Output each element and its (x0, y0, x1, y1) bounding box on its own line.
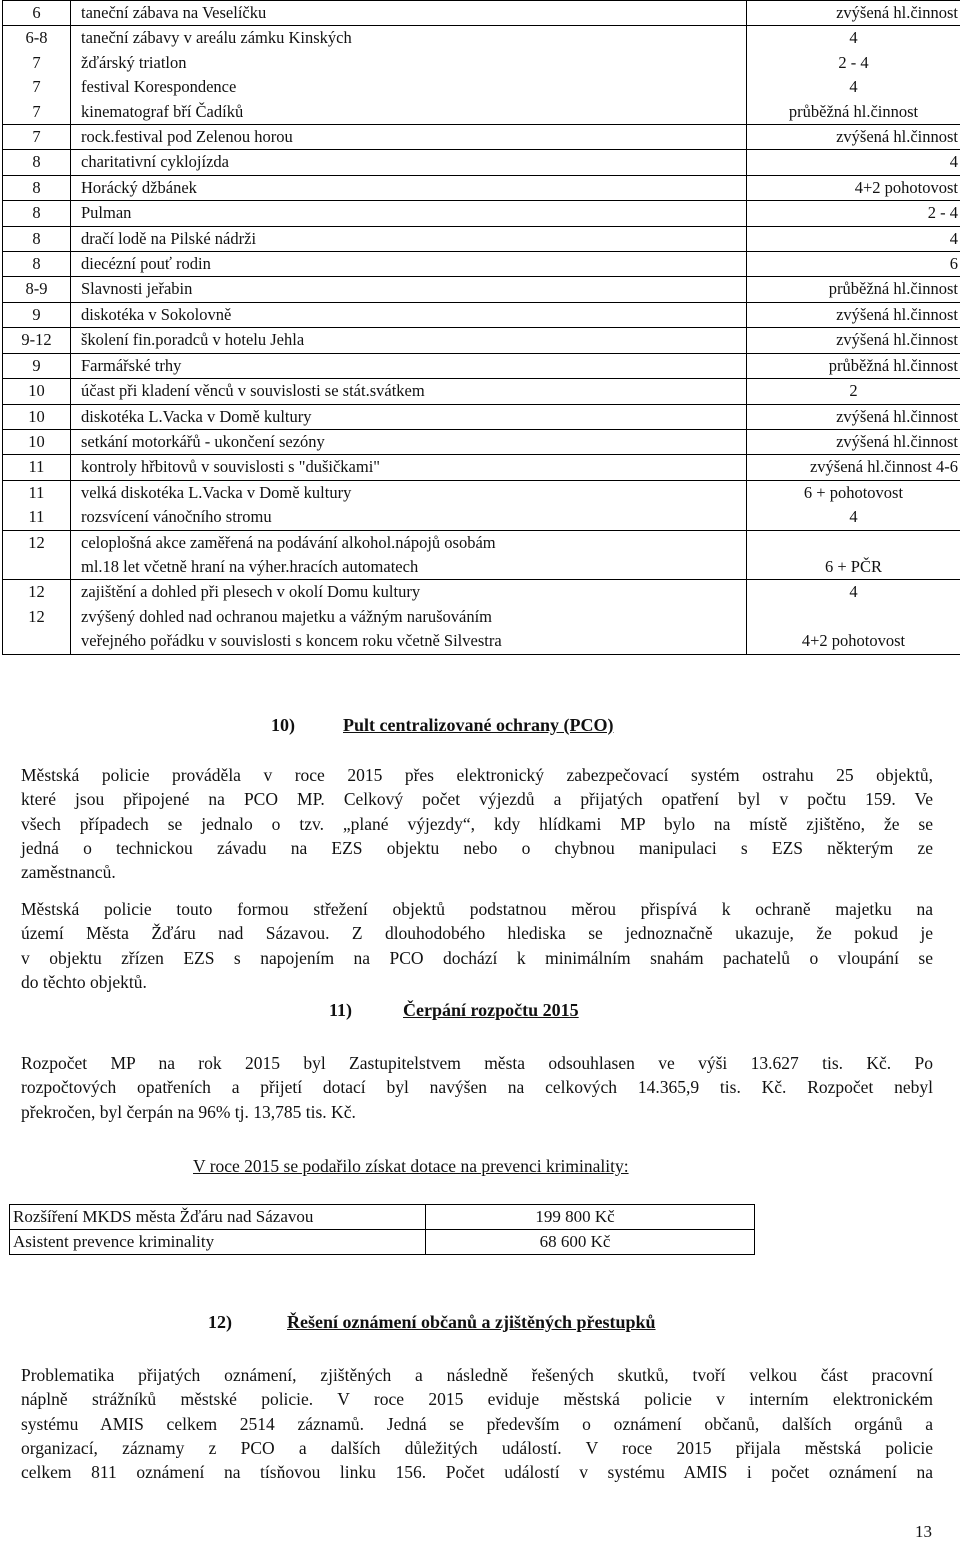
section-10-paragraph-2 (21, 897, 933, 994)
section-11-paragraph-1 (21, 1051, 933, 1124)
event-description (71, 404, 747, 429)
event-description (71, 379, 747, 404)
event-description (71, 480, 747, 530)
table-row (3, 404, 960, 429)
status-line: 6 + pohotovost (803, 482, 904, 502)
description-line: Farmářské trhy (81, 355, 182, 375)
month-line: 8-9 (25, 279, 48, 299)
description-line: zvýšený dohled nad ochranou majetku a vážným narušováním (81, 606, 493, 626)
status-line: 4 (849, 77, 858, 97)
month-line: 9 (32, 355, 41, 375)
status-line: 4 (849, 507, 858, 527)
status-line: 4 (949, 152, 958, 172)
event-month (3, 404, 71, 429)
event-status (747, 125, 960, 150)
description-line: Horácký džbánek (81, 177, 197, 197)
description-line: kinematograf bří Čadíků (81, 101, 244, 121)
event-month (3, 125, 71, 150)
description-line: velká diskotéka L.Vacka v Domě kultury (81, 482, 352, 502)
table-row (3, 1, 960, 26)
table-row (3, 175, 960, 200)
table-row (3, 201, 960, 226)
section-10-title: Pult centralizované ochrany (PCO) (343, 715, 614, 735)
event-month (3, 302, 71, 327)
month-line: 9-12 (21, 330, 52, 350)
event-status (747, 429, 960, 454)
event-month (3, 455, 71, 480)
paragraph-line: území Města Žďáru nad Sázavou. Z dlouhodobého hlediska se jednoznačně ukazuje, že pokud je (21, 923, 933, 944)
month-line: 7 (32, 52, 41, 72)
section-11-title: Čerpání rozpočtu 2015 (403, 1000, 579, 1020)
section-12-title: Řešení oznámení občanů a zjištěných přestupků (287, 1312, 656, 1332)
paragraph-line: do těchto objektů. (21, 971, 147, 992)
description-line: kontroly hřbitovů v souvislosti s "dušičkami" (81, 457, 381, 477)
section-11-heading (329, 1000, 579, 1021)
description-line: účast při kladení věnců v souvislosti se stát.svátkem (81, 381, 425, 401)
event-description (71, 252, 747, 277)
description-line: setkání motorkářů - ukončení sezóny (81, 431, 325, 451)
status-line: 2 (849, 381, 858, 401)
grants-table (9, 1204, 755, 1255)
event-description (71, 26, 747, 125)
paragraph-line: rozpočtových opatřeních a přijetí dotací byl navýšen na celkových 14.365,9 tis. Kč. Rozpočet nebyl (21, 1077, 933, 1098)
description-line: taneční zábava na Veselíčku (81, 3, 267, 22)
status-line: 6 (949, 254, 958, 274)
description-line: školení fin.poradců v hotelu Jehla (81, 330, 305, 350)
month-line: 10 (28, 406, 45, 426)
grants-title: V roce 2015 se podařilo získat dotace na prevenci kriminality: (193, 1156, 629, 1176)
event-status (747, 201, 960, 226)
month-line (3, 629, 70, 653)
event-description (71, 455, 747, 480)
month-line: 10 (28, 381, 45, 401)
section-12-number: 12) (208, 1312, 232, 1332)
event-month (3, 353, 71, 378)
status-line: zvýšená hl.činnost (836, 3, 958, 22)
status-line (747, 605, 960, 629)
event-description (71, 580, 747, 654)
section-12-paragraph-1 (21, 1363, 933, 1484)
table-row (3, 150, 960, 175)
paragraph-line: Rozpočet MP na rok 2015 byl Zastupitelstvem města odsouhlasen ve výši 13.627 tis. Kč. Po (21, 1053, 933, 1073)
paragraph-line: všech případech se jednalo o tzv. „plané výjezdy“, kdy hlídkami MP bylo na místě zjištěno, že se (21, 813, 933, 834)
month-line: 11 (28, 482, 45, 502)
description-line: Slavnosti jeřabin (81, 279, 193, 299)
section-12-heading (208, 1312, 656, 1333)
status-line: zvýšená hl.činnost 4-6 (809, 457, 958, 477)
event-description (71, 530, 747, 580)
table-row (3, 226, 960, 251)
status-line: 6 + PČR (825, 556, 882, 576)
event-month (3, 277, 71, 302)
event-status (747, 530, 960, 580)
event-month (3, 530, 71, 580)
paragraph-line: celkem 811 oznámení na tísňovou linku 156. Počet událostí v systému AMIS i počet oznámení na (21, 1462, 933, 1483)
status-line: průběžná hl.činnost (828, 279, 958, 299)
event-description (71, 150, 747, 175)
event-status (747, 175, 960, 200)
table-row (10, 1230, 755, 1255)
description-line: zajištění a dohled při plesech v okolí Domu kultury (81, 582, 421, 602)
table-row (3, 455, 960, 480)
description-line: diskotéka L.Vacka v Domě kultury (81, 406, 312, 426)
event-status (747, 226, 960, 251)
paragraph-line: Problematika přijatých oznámení, zjištěných a následně řešených skutků, tvoří velkou část pracovní (21, 1365, 933, 1385)
month-line: 7 (32, 101, 41, 121)
month-line: 9 (32, 304, 41, 324)
month-line (3, 555, 70, 579)
table-row (3, 379, 960, 404)
paragraph-line: Městská policie prováděla v roce 2015 přes elektronický zabezpečovací systém ostrahu 25 objektů, (21, 765, 933, 785)
paragraph-line: které jsou připojené na PCO MP. Celkový počet výjezdů a přijatých opatření byl v počtu 159. Ve (21, 789, 933, 810)
status-line: zvýšená hl.činnost (836, 330, 958, 350)
event-status (747, 404, 960, 429)
event-month (3, 328, 71, 353)
event-description (71, 302, 747, 327)
description-line: festival Korespondence (81, 77, 237, 97)
table-row (10, 1205, 755, 1230)
paragraph-line: překročen, byl čerpán na 96% tj. 13,785 tis. Kč. (21, 1101, 356, 1122)
event-month (3, 1, 71, 26)
event-month (3, 580, 71, 654)
status-line: 4 (849, 28, 858, 48)
event-status (747, 379, 960, 404)
event-month (3, 226, 71, 251)
event-description (71, 201, 747, 226)
description-line: rozsvícení vánočního stromu (81, 507, 272, 527)
month-line: 6 (32, 3, 41, 22)
section-11-number: 11) (329, 1000, 353, 1020)
event-month (3, 150, 71, 175)
month-line: 12 (28, 606, 45, 626)
table-row (3, 125, 960, 150)
event-month (3, 379, 71, 404)
month-line: 8 (32, 228, 41, 248)
description-line: ml.18 let včetně hraní na výher.hracích automatech (81, 556, 419, 576)
event-status (747, 328, 960, 353)
events-table (2, 0, 960, 655)
description-line: diecézní pouť rodin (81, 254, 211, 274)
table-row (3, 580, 960, 654)
paragraph-line: organizací, záznamy z PCO a dalších důležitých událostí. V roce 2015 přijala městská policie (21, 1437, 933, 1458)
table-row (3, 530, 960, 580)
paragraph-line: zaměstnanců. (21, 862, 116, 883)
paragraph-line: jedná o technickou závadu na EZS objektu nebo o chybnou manipulaci s EZS některým ze (21, 837, 933, 858)
event-description (71, 226, 747, 251)
event-status (747, 580, 960, 654)
grant-amount: 68 600 Kč (426, 1230, 755, 1255)
event-month (3, 26, 71, 125)
event-status (747, 252, 960, 277)
section-10-paragraph-1 (21, 763, 933, 884)
table-row (3, 277, 960, 302)
event-status (747, 1, 960, 26)
status-line: zvýšená hl.činnost (836, 406, 958, 426)
event-description (71, 1, 747, 26)
grant-amount: 199 800 Kč (426, 1205, 755, 1230)
event-description (71, 328, 747, 353)
section-10-number: 10) (271, 715, 295, 735)
table-row (3, 429, 960, 454)
month-line: 7 (32, 77, 41, 97)
event-month (3, 201, 71, 226)
month-line: 8 (32, 152, 41, 172)
event-description (71, 429, 747, 454)
paragraph-line: Městská policie touto formou střežení objektů podstatnou měrou přispívá k ochraně majetku na (21, 899, 933, 919)
description-line: Pulman (81, 203, 132, 223)
month-line: 12 (28, 532, 45, 552)
month-line: 6-8 (25, 28, 48, 48)
month-line: 11 (28, 507, 45, 527)
month-line: 8 (32, 177, 41, 197)
description-line: charitativní cyklojízda (81, 152, 229, 172)
status-line: průběžná hl.činnost (788, 101, 919, 121)
event-month (3, 252, 71, 277)
event-description (71, 353, 747, 378)
grant-name: Rozšíření MKDS města Žďáru nad Sázavou (10, 1205, 426, 1230)
event-status (747, 150, 960, 175)
table-row (3, 328, 960, 353)
event-month (3, 175, 71, 200)
status-line: 4 (949, 228, 958, 248)
status-line: 4+2 pohotovost (801, 631, 906, 651)
event-description (71, 125, 747, 150)
paragraph-line: systému AMIS celkem 2514 záznamů. Jedná se především o oznámení občanů, dalších orgánů a (21, 1413, 933, 1434)
status-line: 4 (849, 582, 858, 602)
month-line: 8 (32, 254, 41, 274)
table-row (3, 26, 960, 125)
table-row (3, 480, 960, 530)
event-status (747, 480, 960, 530)
grant-name: Asistent prevence kriminality (10, 1230, 426, 1255)
event-status (747, 353, 960, 378)
description-line: celoplošná akce zaměřená na podávání alkohol.nápojů osobám (81, 532, 496, 552)
status-line (747, 531, 960, 555)
status-line: 2 - 4 (927, 203, 958, 223)
section-10-heading (271, 715, 613, 736)
event-month (3, 480, 71, 530)
event-description (71, 175, 747, 200)
status-line: 2 - 4 (838, 52, 869, 72)
event-status (747, 26, 960, 125)
month-line: 11 (28, 457, 45, 477)
event-description (71, 277, 747, 302)
table-row (3, 252, 960, 277)
description-line: žďárský triatlon (81, 52, 187, 72)
table-row (3, 302, 960, 327)
paragraph-line: náplně strážníků městské policie. V roce 2015 eviduje městská policie v interním elektronickém (21, 1389, 933, 1410)
description-line: dračí lodě na Pilské nádrži (81, 228, 257, 248)
table-row (3, 353, 960, 378)
status-line: průběžná hl.činnost (828, 355, 958, 375)
month-line: 7 (32, 127, 41, 147)
month-line: 10 (28, 431, 45, 451)
status-line: zvýšená hl.činnost (836, 127, 958, 147)
event-status (747, 277, 960, 302)
month-line: 12 (28, 582, 45, 602)
description-line: taneční zábavy v areálu zámku Kinských (81, 28, 352, 48)
event-month (3, 429, 71, 454)
month-line: 8 (32, 203, 41, 223)
status-line: zvýšená hl.činnost (836, 304, 958, 324)
paragraph-line: v objektu zřízen EZS s napojením na PCO dochází k minimálním snahám pachatelů o vloupání se (21, 947, 933, 968)
description-line: diskotéka v Sokolovně (81, 304, 232, 324)
description-line: veřejného pořádku v souvislosti s koncem roku včetně Silvestra (81, 631, 502, 651)
event-status (747, 302, 960, 327)
status-line: 4+2 pohotovost (854, 177, 958, 197)
page-number: 13 (915, 1522, 932, 1541)
event-status (747, 455, 960, 480)
status-line: zvýšená hl.činnost (836, 431, 958, 451)
description-line: rock.festival pod Zelenou horou (81, 127, 293, 147)
